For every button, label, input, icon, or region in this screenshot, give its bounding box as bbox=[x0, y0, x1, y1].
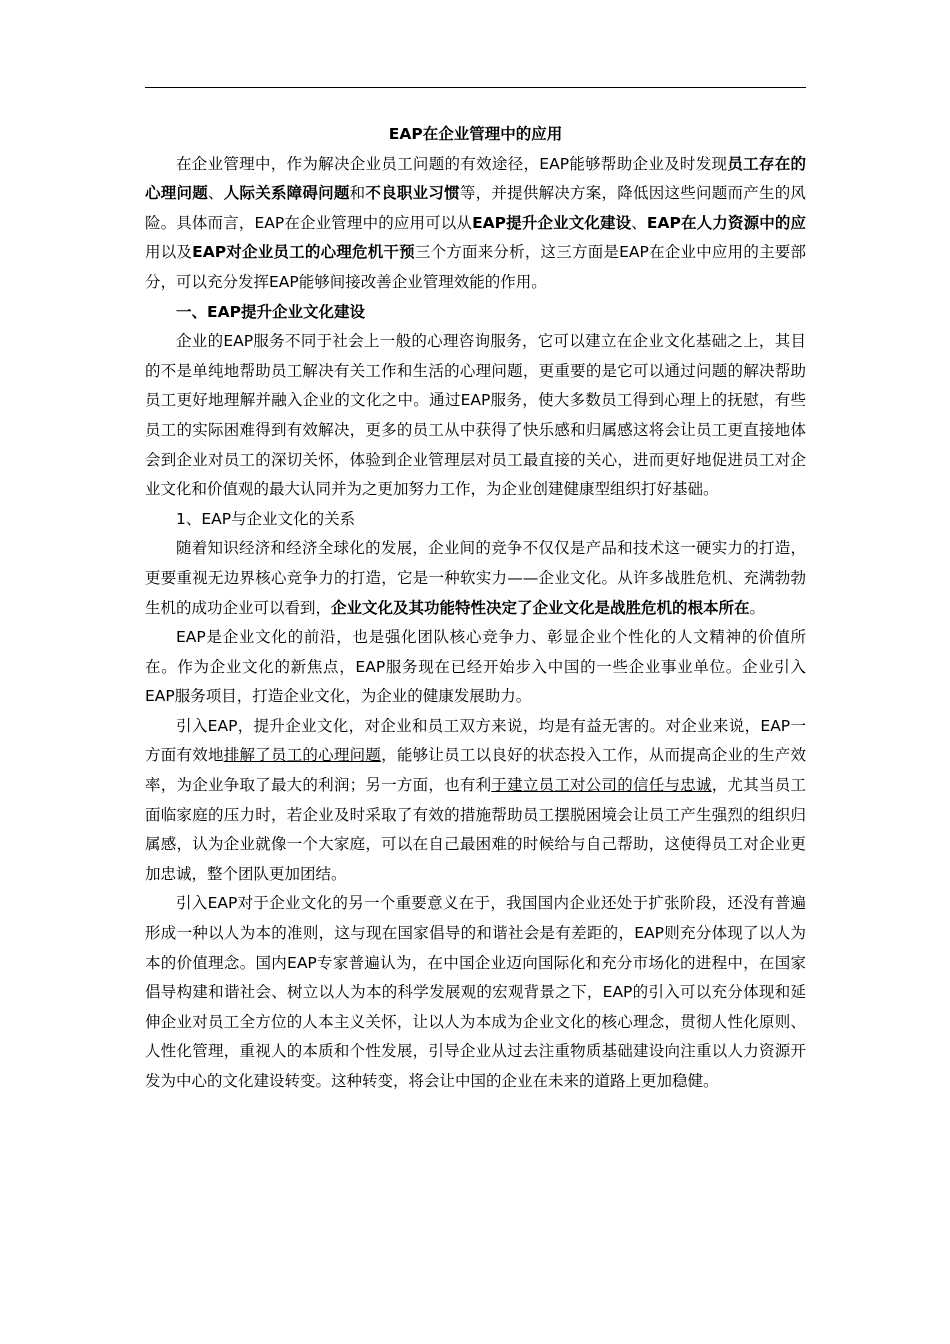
section-paragraph-1: 企业的EAP服务不同于社会上一般的心理咨询服务，它可以建立在企业文化基础之上，其目的不是单纯地帮助员工解决有关工作和生活的心理问题，更重要的是它可以通过问题的解决帮助员工更好地理解并融入企业的文化之中。通过EAP服务，使大多数员工得到心理上的抚慰，有些员工的实际困难得到有效解决，更多的员工从中获得了快乐感和归属感这将会让员工更直接地体会到企业对员工的深切关怀，体验到企业管理层对员工最直接的关心，进而更好地促进员工对企业文化和价值观的最大认同并为之更加努力工作，为企业创建健康型组织打好基础。 bbox=[145, 332, 806, 499]
paragraph-benefits bbox=[145, 712, 806, 890]
paragraph-benefits-text-3: ，尤其当员工面临家庭的压力时，若企业及时采取了有效的措施帮助员工摆脱困境会让员工产生强烈的组织归属感，认为企业就像一个大家庭，可以在自己最困难的时候给与自己帮助，这使得员工对企业更加忠诚，整个团队更加团结。 bbox=[145, 776, 806, 883]
intro-text-6: 用以及 bbox=[145, 243, 193, 262]
paragraph-competition-bold: 企业文化及其功能特性决定了企业文化是战胜危机的根本所在 bbox=[331, 598, 750, 617]
intro-paragraph bbox=[145, 150, 806, 298]
intro-bold-2: 人际关系障碍问题 bbox=[223, 184, 350, 203]
intro-text-4: 等，并提供解决方案，降低因这些问题而产生的风险。具体而言，EAP在企业管理中的应用可以从 bbox=[145, 184, 806, 232]
paragraph-benefits-underline-1: 排解了员工的心理问题 bbox=[223, 746, 382, 765]
intro-bold-6: EAP对企业员工的心理危机干预 bbox=[192, 243, 415, 262]
intro-bold-3: 不良职业习惯 bbox=[365, 184, 460, 203]
intro-text-1: 在企业管理中，作为解决企业员工问题的有效途径，EAP能够帮助企业及时发现 bbox=[176, 154, 728, 173]
section-heading: 一、EAP提升企业文化建设 bbox=[176, 302, 365, 321]
intro-bold-1: 员工存在的心理问题 bbox=[145, 154, 806, 203]
paragraph-benefits-text-1: 引入EAP，提升企业文化，对企业和员工双方来说，均是有益无害的。对企业来说，EAP一方面有效地 bbox=[145, 716, 806, 765]
subsection-heading: 1、EAP与企业文化的关系 bbox=[176, 509, 356, 528]
paragraph-benefits-underline-2: 于建立员工对公司的信任与忠诚 bbox=[491, 776, 712, 795]
header-rule bbox=[145, 87, 806, 88]
paragraph-frontier: EAP是企业文化的前沿，也是强化团队核心竞争力、彰显企业个性化的人文精神的价值所在。作为企业文化的新焦点，EAP服务现在已经开始步入中国的一些企业事业单位。企业引入EAP服务项目，打造企业文化，为企业的健康发展助力。 bbox=[145, 628, 806, 706]
paragraph-significance: 引入EAP对于企业文化的另一个重要意义在于，我国国内企业还处于扩张阶段，还没有普遍形成一种以人为本的准则，这与现在国家倡导的和谐社会是有差距的，EAP则充分体现了以人为本的价值理念。国内EAP专家普遍认为，在中国企业迈向国际化和充分市场化的进程中，在国家倡导构建和谐社会、树立以人为本的科学发展观的宏观背景之下，EAP的引入可以充分体现和延伸企业对员工全方位的人本主义关怀，让以人为本成为企业文化的核心理念，贯彻人性化原则、人性化管理，重视人的本质和个性发展，引导企业从过去注重物质基础建设向注重以人力资源开发为中心的文化建设转变。这种转变，将会让中国的企业在未来的道路上更加稳健。 bbox=[145, 894, 806, 1090]
document-title: EAP在企业管理中的应用 bbox=[388, 125, 563, 143]
paragraph-benefits-text-2: ，能够让员工以良好的状态投入工作，从而提高企业的生产效率，为企业争取了最大的利润；另一方面，也有利 bbox=[145, 746, 806, 795]
paragraph-competition bbox=[145, 534, 806, 623]
intro-bold-5: EAP在人力资源中的应 bbox=[646, 213, 806, 232]
document-body bbox=[145, 120, 806, 1097]
paragraph-competition-text-2: 。 bbox=[749, 598, 766, 617]
intro-bold-4: EAP提升企业文化建设 bbox=[472, 213, 632, 232]
intro-text-5: 、 bbox=[631, 213, 647, 232]
paragraph-competition-text-1: 随着知识经济和经济全球化的发展，企业间的竞争不仅仅是产品和技术这一硬实力的打造，更要重视无边界核心竞争力的打造，它是一种软实力——企业文化。从许多战胜危机、充满勃勃生机的成功企业可以看到， bbox=[145, 539, 806, 617]
intro-text-3: 和 bbox=[349, 184, 366, 203]
intro-text-7: 三个方面来分析，这三方面是EAP在企业中应用的主要部分，可以充分发挥EAP能够间接改善企业管理效能的作用。 bbox=[145, 243, 806, 291]
intro-text-2: 、 bbox=[207, 184, 224, 203]
